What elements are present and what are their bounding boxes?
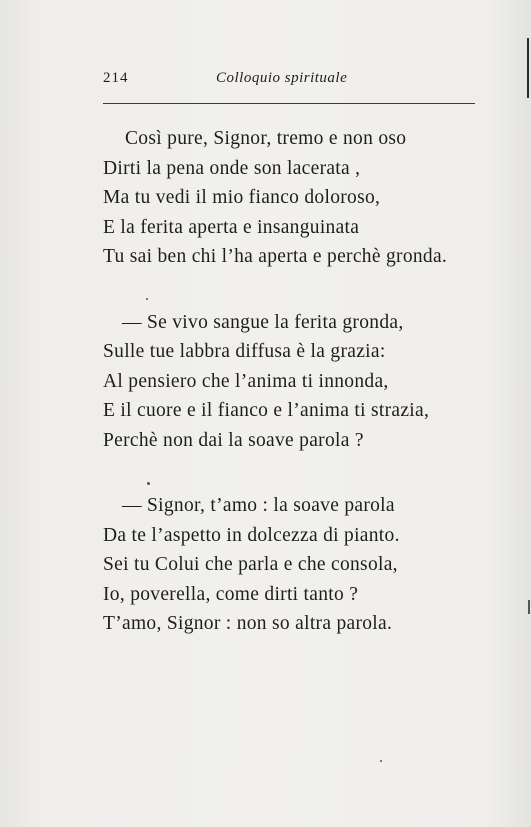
poem-line: Sei tu Colui che parla e che consola,	[103, 554, 398, 575]
poem-line: E la ferita aperta e insanguinata	[103, 216, 360, 238]
stanza-3	[103, 491, 503, 639]
page-header	[103, 70, 475, 92]
paper-speck	[528, 600, 530, 614]
paper-speck	[380, 760, 382, 762]
stanza-1	[103, 124, 503, 272]
paper-speck	[147, 482, 150, 485]
running-title: Colloquio spirituale	[216, 70, 348, 86]
poem-line: Ma tu vedi il mio fianco doloroso,	[103, 187, 381, 208]
header-rule	[103, 103, 475, 104]
poem	[103, 124, 503, 675]
poem-line: Da te l’aspetto in dolcezza di pianto.	[103, 524, 400, 546]
page-number: 214	[103, 70, 129, 86]
paper-speck	[146, 298, 148, 300]
poem-line: Io, poverella, come dirti tanto ?	[103, 583, 359, 605]
poem-line: E il cuore e il fianco e l’anima ti strazia,	[103, 400, 430, 421]
poem-line: — Se vivo sangue la ferita gronda,	[122, 311, 404, 333]
poem-line: — Signor, t’amo : la soave parola	[122, 495, 395, 516]
poem-line: Così pure, Signor, tremo e non oso	[125, 128, 407, 149]
poem-line: Dirti la pena onde son lacerata ,	[103, 157, 361, 179]
stanza-2	[103, 308, 503, 456]
poem-line: Tu sai ben chi l’ha aperta e perchè gronda.	[103, 246, 448, 267]
poem-line: Al pensiero che l’anima ti innonda,	[103, 370, 389, 392]
poem-line: Perchè non dai la soave parola ?	[103, 429, 364, 451]
poem-line: Sulle tue labbra diffusa è la grazia:	[103, 341, 386, 362]
poem-line: T’amo, Signor : non so altra parola.	[103, 613, 393, 634]
page-edge-mark	[527, 38, 529, 98]
